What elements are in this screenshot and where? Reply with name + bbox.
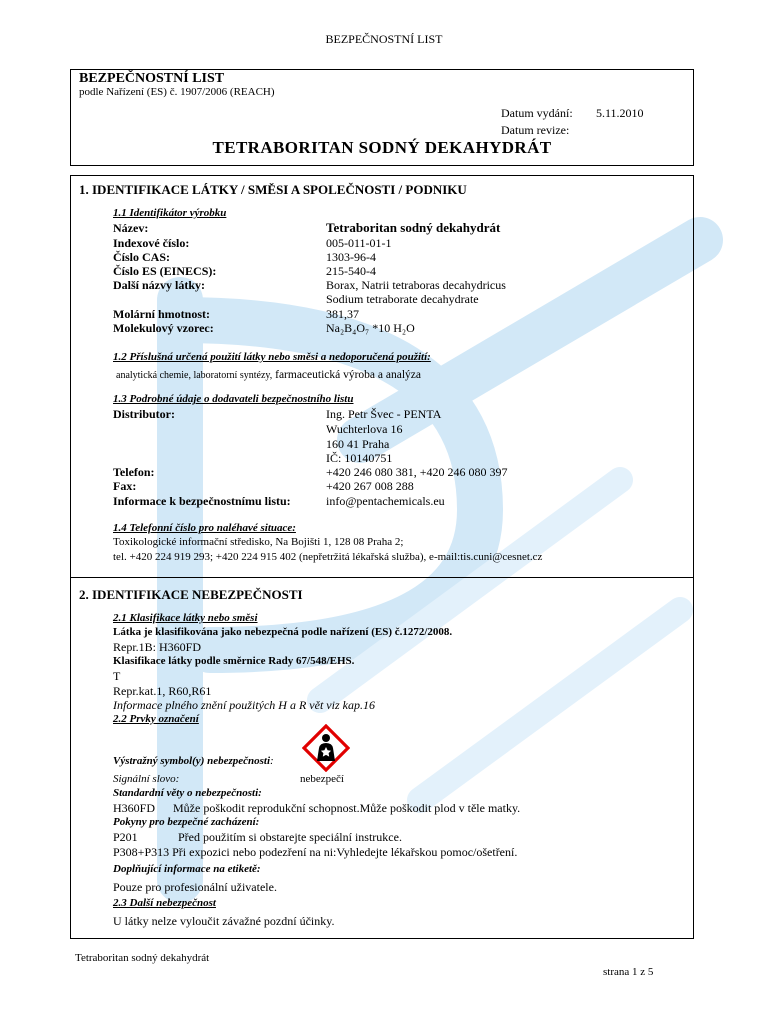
other-names-value-2: Sodium tetraborate decahydrate [326, 292, 479, 306]
fax-value: +420 267 008 288 [326, 479, 414, 493]
cas-value: 1303-96-4 [326, 250, 376, 264]
health-hazard-icon [302, 724, 350, 772]
regulation-subtitle: podle Nařízení (ES) č. 1907/2006 (REACH) [79, 86, 275, 98]
distributor-line-3: 160 41 Praha [326, 437, 390, 451]
pictogram-label-colon: : [270, 755, 274, 767]
hazard-code: H360FD [113, 801, 156, 815]
full-text-note: Informace plného znění použitých H a R vět viz kap.16 [113, 698, 375, 712]
index-value: 005-011-01-1 [326, 236, 392, 250]
sds-info-label: Informace k bezpečnostnímu listu: [113, 494, 291, 508]
section-1-heading: 1. IDENTIFIKACE LÁTKY / SMĚSI A SPOLEČNOSTI / PODNIKU [79, 182, 467, 197]
molar-mass-label: Molární hmotnost: [113, 307, 210, 321]
es-value: 215-540-4 [326, 264, 376, 278]
subsection-2-1-heading: 2.1 Klasifikace látky nebo směsi [113, 612, 258, 624]
repr-category: Repr.kat.1, R60,R61 [113, 684, 212, 698]
signal-word-label: Signální slovo: [113, 773, 180, 785]
footer-page-number: strana 1 z 5 [603, 966, 654, 978]
intended-uses [116, 365, 421, 383]
pictogram-label-text: Výstražný symbol(y) nebezpečnosti [113, 755, 271, 767]
pictogram-label [113, 755, 274, 767]
emergency-line-1: Toxikologické informační středisko, Na Bojišti 1, 128 08 Praha 2; [113, 536, 404, 548]
header-box [70, 69, 694, 166]
subsection-2-2-heading: 2.2 Prvky označení [113, 713, 199, 725]
t-symbol: T [113, 669, 121, 683]
classification-statement: Látka je klasifikována jako nebezpečná podle nařízení (ES) č.1272/2008. [113, 626, 453, 638]
issue-date-label: Datum vydání: [501, 106, 573, 120]
hazard-statements-heading: Standardní věty o nebezpečnosti: [113, 787, 262, 799]
distributor-line-4: IČ: 10140751 [326, 451, 393, 465]
repr-code: Repr.1B: H360FD [113, 640, 202, 654]
distributor-line-2: Wuchterlova 16 [326, 422, 403, 436]
supplementary-text: Pouze pro profesionální uživatele. [113, 880, 277, 894]
phone-label: Telefon: [113, 465, 155, 479]
sds-info-email[interactable]: info@pentachemicals.eu [326, 494, 445, 508]
fax-label: Fax: [113, 479, 137, 493]
formula-value: Na₂B₄O₇ *10 H₂O [326, 321, 415, 335]
intended-uses-part-a: analytická chemie, laboratorní syntézy, [116, 370, 273, 381]
phone-value: +420 246 080 381, +420 246 080 397 [326, 465, 508, 479]
name-value: Tetraboritan sodný dekahydrát [326, 220, 501, 235]
directive-classification: Klasifikace látky podle směrnice Rady 67/548/EHS. [113, 655, 355, 667]
precautionary-heading: Pokyny pro bezpečné zacházení: [113, 816, 260, 828]
footer-product-name: Tetraboritan sodný dekahydrát [75, 952, 210, 964]
product-title: TETRABORITAN SODNÝ DEKAHYDRÁT [212, 138, 552, 157]
hazard-text: Může poškodit reprodukční schopnost.Může poškodit plod v těle matky. [173, 801, 521, 815]
subsection-1-3-heading: 1.3 Podrobné údaje o dodavateli bezpečnostního listu [113, 393, 354, 405]
formula-label: Molekulový vzorec: [113, 321, 214, 335]
section-2-heading: 2. IDENTIFIKACE NEBEZPEČNOSTI [79, 587, 303, 602]
es-label: Číslo ES (EINECS): [113, 264, 217, 278]
subsection-1-1-heading: 1.1 Identifikátor výrobku [113, 207, 227, 219]
revision-date-label: Datum revize: [501, 123, 570, 137]
subsection-1-2-heading: 1.2 Příslušná určená použití látky nebo směsi a nedoporučená použití: [113, 351, 431, 363]
signal-word-value: nebezpečí [300, 773, 344, 785]
other-names-value-1: Borax, Natrii tetraboras decahydricus [326, 278, 506, 292]
other-names-label: Další názvy látky: [113, 278, 206, 292]
distributor-label: Distributor: [113, 407, 175, 421]
other-hazards-text: U látky nelze vyloučit závažné pozdní účinky. [113, 914, 335, 928]
name-label: Název: [113, 221, 149, 235]
p308-statement: P308+P313 Při expozici nebo podezření na ni:Vyhledejte lékařskou pomoc/ošetření. [113, 845, 518, 859]
distributor-line-1: Ing. Petr Švec - PENTA [326, 407, 442, 421]
emergency-line-2: tel. +420 224 919 293; +420 224 915 402 (nepřetržitá lékařská služba), e-mail:tis.cuni@cesnet.cz [113, 551, 543, 563]
p201-code: P201 [113, 830, 138, 844]
index-label: Indexové číslo: [113, 236, 190, 250]
molar-mass-value: 381,37 [326, 307, 359, 321]
issue-date-value: 5.11.2010 [596, 106, 644, 120]
document-title: BEZPEČNOSTNÍ LIST [79, 71, 225, 86]
p201-text: Před použitím si obstarejte speciální instrukce. [178, 830, 402, 844]
subsection-2-3-heading: 2.3 Další nebezpečnost [113, 897, 216, 909]
cas-label: Číslo CAS: [113, 250, 171, 264]
intended-uses-part-b: farmaceutická výroba a analýza [272, 369, 422, 381]
subsection-1-4-heading: 1.4 Telefonní číslo pro naléhavé situace: [113, 522, 296, 534]
running-header: BEZPEČNOSTNÍ LIST [325, 32, 443, 46]
supplementary-heading: Doplňující informace na etiketě: [113, 863, 261, 875]
